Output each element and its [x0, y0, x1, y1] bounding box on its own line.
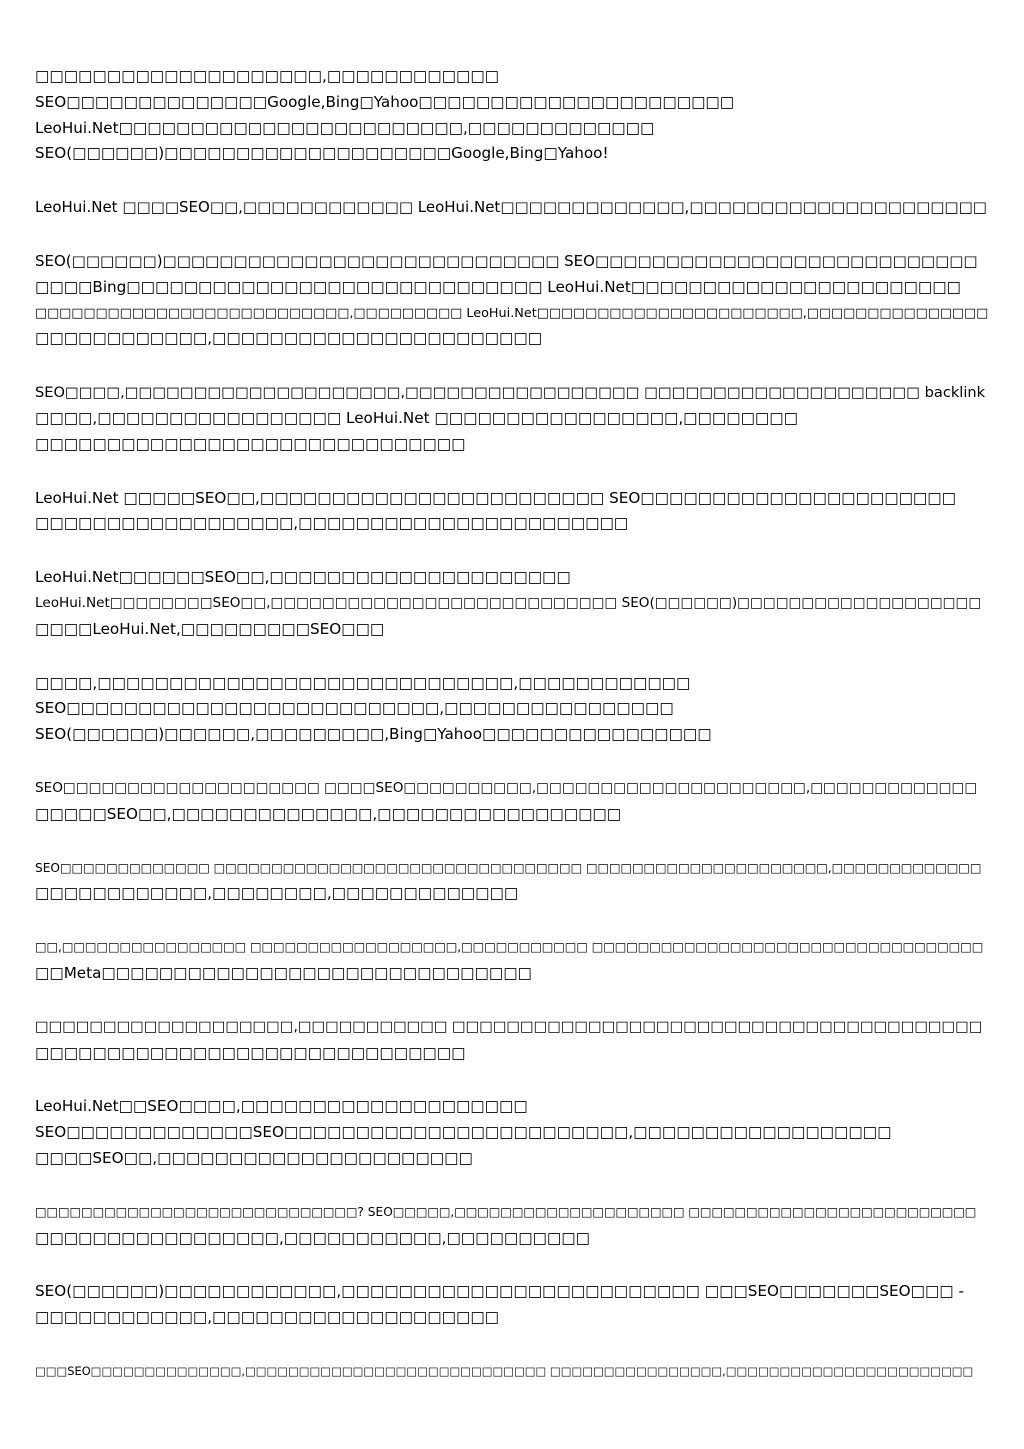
paragraph	[35, 1279, 988, 1331]
text-line: SEO□□□□□□□□□□□□□ □□□□□□□□□□□□□□□□□□□□□□□□□□□□□□□□ □□□□□□□□□□□□□□□□□□□□□,□□□□□□□□□□□□□	[35, 860, 982, 875]
text-line: LeoHui.Net □□□□SEO□□,□□□□□□□□□□□□ LeoHui.Net□□□□□□□□□□□□□,□□□□□□□□□□□□□□□□□□□□□	[35, 198, 987, 217]
text-line: SEO□□□□□□□□□□□□□□Google,Bing□Yahoo□□□□□□□□□□□□□□□□□□□□□□	[35, 92, 735, 111]
text-line: LeoHui.Net□□□□□□SEO□□,□□□□□□□□□□□□□□□□□□□□□	[35, 568, 571, 587]
text-line: □□□□,□□□□□□□□□□□□□□□□□□□□□□□□□□□□□,□□□□□□□□□□□□	[35, 673, 691, 692]
paragraph	[35, 1200, 988, 1252]
text-line: SEO(□□□□□□)□□□□□□,□□□□□□□□□,Bing□Yahoo□□□□□□□□□□□□□□□□	[35, 725, 712, 744]
text-line: □□□□□□□□□□□□□□□□□,□□□□□□□□□□□,□□□□□□□□□□	[35, 1228, 590, 1247]
paragraph	[35, 671, 988, 748]
text-line: LeoHui.Net □□□□□SEO□□,□□□□□□□□□□□□□□□□□□□□□□□□ SEO□□□□□□□□□□□□□□□□□□□□□□	[35, 488, 956, 507]
paragraph	[35, 935, 988, 987]
text-line: SEO(□□□□□□)□□□□□□□□□□□□□□□□□□□□Google,Bing□Yahoo!	[35, 144, 609, 163]
paragraph	[35, 64, 988, 167]
paragraph	[35, 565, 988, 642]
paragraph	[35, 486, 988, 538]
text-line: LeoHui.Net□□□□□□□□SEO□□,□□□□□□□□□□□□□□□□□□□□□□□□□□□ SEO(□□□□□□)□□□□□□□□□□□□□□□□□□□	[35, 594, 982, 611]
text-line: □□□□,□□□□□□□□□□□□□□□□□ LeoHui.Net □□□□□□□□□□□□□□□□□,□□□□□□□□	[35, 408, 798, 427]
text-line: □□□□□□□□□□□□,□□□□□□□□,□□□□□□□□□□□□□	[35, 884, 519, 903]
text-line: □□□□□□□□□□□□□□□□□□,□□□□□□□□□□□□□□□□□□□□□□□	[35, 514, 629, 533]
text-line: □□□□□□□□□□□□,□□□□□□□□□□□□□□□□□□□□	[35, 1308, 500, 1327]
text-line: □□□□SEO□□,□□□□□□□□□□□□□□□□□□□□□□	[35, 1148, 473, 1167]
text-line: □□□□LeoHui.Net,□□□□□□□□□SEO□□□	[35, 619, 385, 638]
text-line: □□□SEO□□□□□□□□□□□□□□,□□□□□□□□□□□□□□□□□□□□□□□□□□□□ □□□□□□□□□□□□□□□□,□□□□□□□□□□□□□□□□□□□□□□□	[35, 1363, 974, 1378]
text-line: □□□□□□□□□□□□□□□□□□□□□□□□□□□□□□	[35, 1043, 466, 1062]
text-line: LeoHui.Net□□□□□□□□□□□□□□□□□□□□□□□□,□□□□□□□□□□□□□	[35, 118, 655, 137]
text-line: □□□□□□□□□□□□□□□□□□□□□□□□□□□□□□	[35, 434, 466, 453]
paragraph	[35, 856, 988, 908]
text-line: □□□□□□□□□□□□□□□□□□□□□□□□□□□□? SEO□□□□□,□□□□□□□□□□□□□□□□□□□□ □□□□□□□□□□□□□□□□□□□□□□□□□	[35, 1204, 977, 1219]
text-line: □□□□□□□□□□□□□□□□□□□□□□□□□□,□□□□□□□□□ LeoHui.Net□□□□□□□□□□□□□□□□□□□□□□,□□□□□□□□□□□□□□□	[35, 305, 989, 321]
paragraph	[35, 1094, 988, 1171]
text-line: □□,□□□□□□□□□□□□□□□□ □□□□□□□□□□□□□□□□□□,□□□□□□□□□□□ □□□□□□□□□□□□□□□□□□□□□□□□□□□□□□□□□□	[35, 940, 984, 955]
text-line: □□□□□□□□□□□□□□□□□□□□,□□□□□□□□□□□□	[35, 67, 500, 85]
text-line: SEO□□□□,□□□□□□□□□□□□□□□□□□□□,□□□□□□□□□□□□□□□□□ □□□□□□□□□□□□□□□□□□□□ backlink	[35, 384, 986, 402]
text-line: SEO(□□□□□□)□□□□□□□□□□□□□□□□□□□□□□□□□□□□ SEO□□□□□□□□□□□□□□□□□□□□□□□□□□□	[35, 251, 978, 270]
text-line: □□□□□□□□□□□□,□□□□□□□□□□□□□□□□□□□□□□□	[35, 329, 543, 348]
text-line: □□Meta□□□□□□□□□□□□□□□□□□□□□□□□□□□□□□	[35, 963, 532, 982]
paragraph	[35, 1015, 988, 1067]
paragraph	[35, 195, 988, 221]
text-line: □□□□Bing□□□□□□□□□□□□□□□□□□□□□□□□□□□□□ LeoHui.Net□□□□□□□□□□□□□□□□□□□□□□□	[35, 277, 961, 296]
paragraph	[35, 1359, 988, 1385]
text-line: SEO□□□□□□□□□□□□□□□□□□□□□□□□□□,□□□□□□□□□□□□□□□□	[35, 699, 674, 718]
text-line: LeoHui.Net□□SEO□□□□,□□□□□□□□□□□□□□□□□□□□	[35, 1097, 528, 1116]
text-line: SEO□□□□□□□□□□□□□SEO□□□□□□□□□□□□□□□□□□□□□□□□,□□□□□□□□□□□□□□□□□□	[35, 1123, 892, 1142]
text-line: SEO□□□□□□□□□□□□□□□□□□□□ □□□□SEO□□□□□□□□□□,□□□□□□□□□□□□□□□□□□□□□,□□□□□□□□□□□□□	[35, 779, 978, 796]
paragraph	[35, 380, 988, 457]
text-line: □□□□□SEO□□,□□□□□□□□□□□□□□,□□□□□□□□□□□□□□□□□	[35, 804, 622, 823]
paragraph	[35, 249, 988, 352]
paragraph	[35, 776, 988, 828]
text-line: □□□□□□□□□□□□□□□□□□□,□□□□□□□□□□□ □□□□□□□□□□□□□□□□□□□□□□□□□□□□□□□□□□□□□□□	[35, 1018, 983, 1035]
text-line: SEO(□□□□□□)□□□□□□□□□□□□,□□□□□□□□□□□□□□□□□□□□□□□□□ □□□SEO□□□□□□□SEO□□□ -	[35, 1282, 964, 1301]
